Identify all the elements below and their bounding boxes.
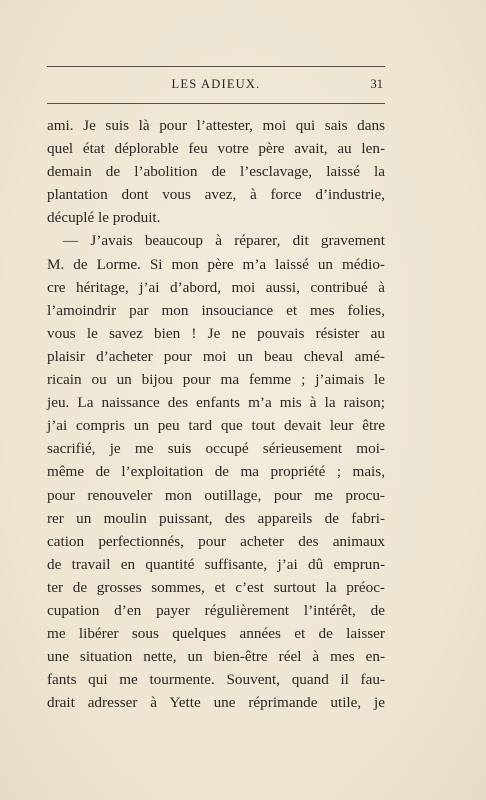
text-line: ricain ou un bijou pour ma femme ; j’aimais le [47,371,385,389]
text-line: décuplé le produit. [47,209,161,227]
text-line: cation perfectionnés, pour acheter des animaux [47,532,385,550]
text-line: plantation dont vous avez, à force d’industrie, [47,186,385,204]
text-line: me libérer sous quelques années et de laisser [47,625,385,643]
text-line: plaisir d’acheter pour moi un beau cheval amé- [47,347,385,365]
text-line: drait adresser à Yette une réprimande utile, je [47,694,385,712]
text-line: j’ai compris un peu tard que tout devait leur être [47,417,385,435]
text-line: ter de grosses sommes, et c’est surtout la préoc- [47,578,385,596]
text-line: demain de l’abolition de l’esclavage, laissé la [47,163,385,181]
text-line: ami. Je suis là pour l’attester, moi qui sais dans [47,117,385,134]
text-line: une situation nette, un bien-être réel à mes en- [47,648,385,666]
text-line: jeu. La naissance des enfants m’a mis à la raison; [47,394,385,412]
text-line: M. de Lorme. Si mon père m’a laissé un médio- [47,255,385,273]
text-line: quel état déplorable feu votre père avait, au len- [47,140,385,158]
text-line: pour renouveler mon outillage, pour me procu- [47,486,385,504]
text-line: — J’avais beaucoup à réparer, dit gravement [63,232,385,250]
header-rule-top [47,66,385,67]
text-line: même de l’exploitation de ma propriété ; mais, [47,463,385,481]
body-text [47,114,385,714]
text-line: sacrifié, je me suis occupé sérieusement moi- [47,440,385,458]
text-line: cupation d’en payer régulièrement l’intérêt, de [47,601,385,619]
header-rule-bottom [47,103,385,104]
text-line: vous le savez bien ! Je ne pouvais résister au [47,324,385,342]
text-line: rer un moulin puissant, des appareils de fabri- [47,509,385,527]
text-line: de travail en quantité suffisante, j’ai dû emprun- [47,555,385,573]
running-header [47,77,385,95]
text-line: cre héritage, j’ai d’abord, moi aussi, contribué à [47,278,385,296]
page-number: 31 [370,77,383,91]
running-title: LES ADIEUX. [171,77,261,91]
text-line: fants qui me tourmente. Souvent, quand il fau- [47,671,385,689]
text-line: l’amoindrir par mon insouciance et mes folies, [47,301,385,319]
